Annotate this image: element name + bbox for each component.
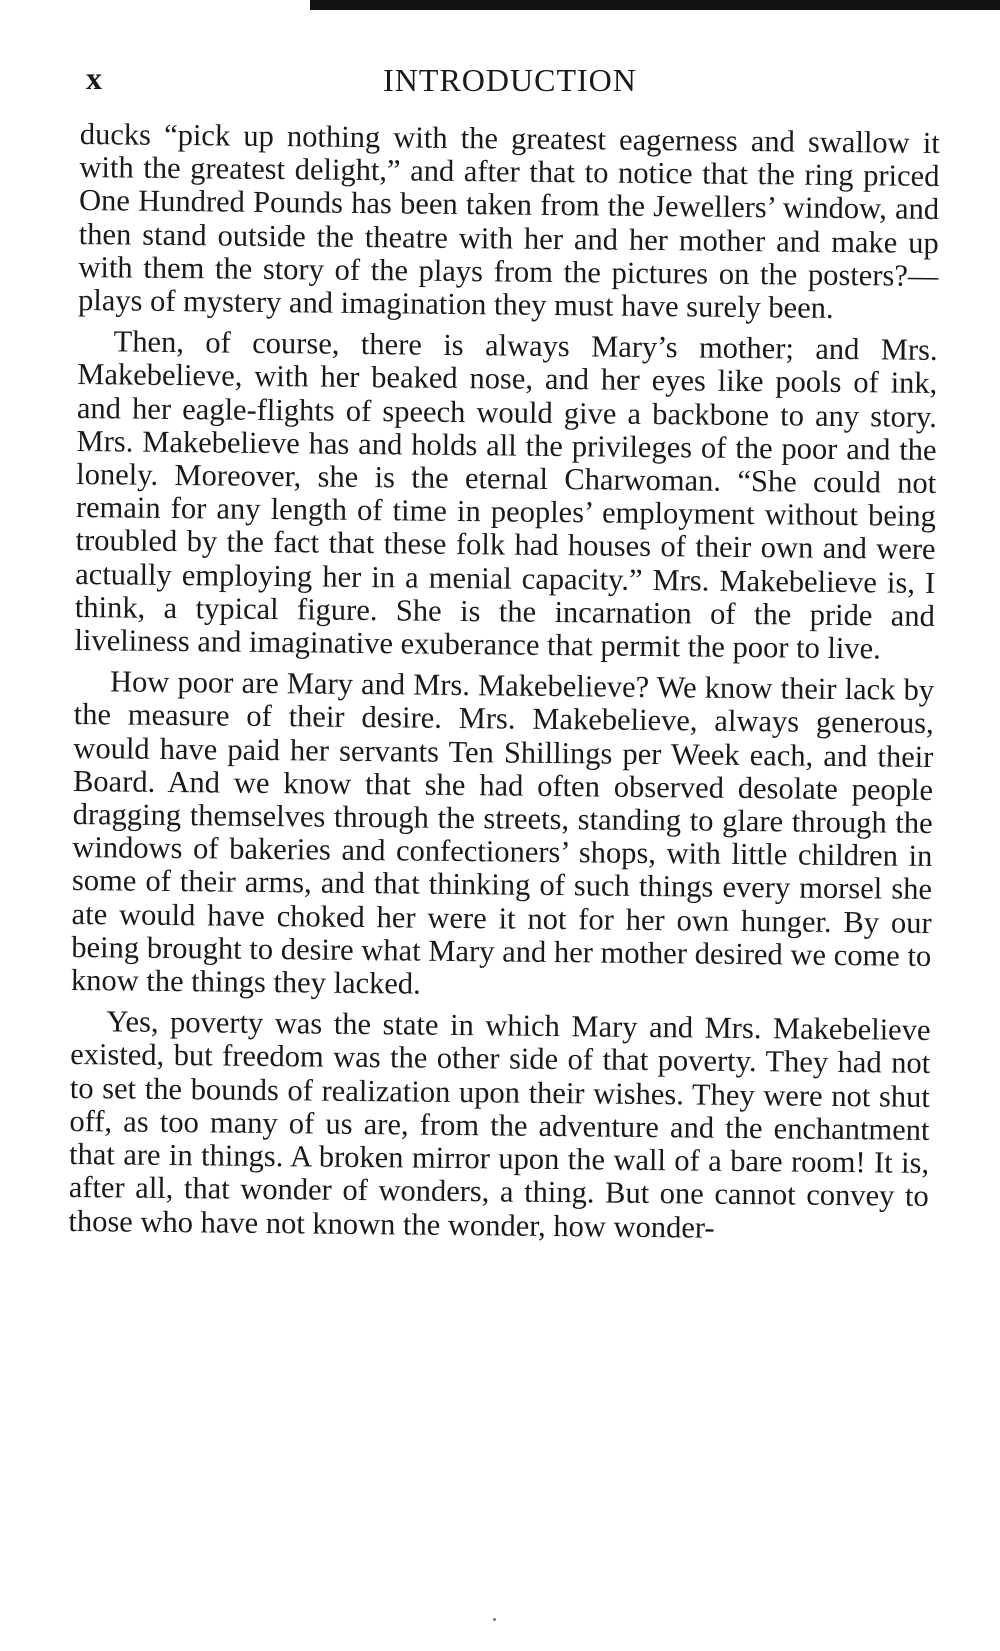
paragraph-continued: ducks “pick up nothing with the greatest eagerness and swallow it with the greatest delight,” and after that to notice that the ring priced One Hundred Pounds has been taken from the Jewellers’ window, and then stand outside the theatre with her and her mother and make up with them the story of the plays from the pictures on the posters?—plays of mystery and imagination they must have surely been.	[77, 117, 940, 325]
body-text	[68, 118, 940, 1247]
running-head: INTRODUCTION	[383, 62, 637, 98]
scan-edge-shadow	[310, 0, 1000, 10]
paragraph: How poor are Mary and Mrs. Makebelieve? We know their lack by the measure of their desire. Mrs. Makebelieve, always generous, would have paid her servants Ten Shillings per Week each, and their Board. And we know that she had often observed desolate people dragging themselves through the streets, standing to glare through the windows of bakeries and confectioners’ shops, with little children in some of their arms, and that thinking of such things every morsel she ate would have choked her were it not for her own hunger. By our being brought to desire what Mary and her mother desired we come to know the things they lacked.	[70, 664, 935, 1001]
page-header	[80, 62, 940, 106]
scan-speck	[493, 1618, 496, 1621]
paragraph: Then, of course, there is always Mary’s mother; and Mrs. Makebelieve, with her beaked nose, and her eyes like pools of ink, and her eagle-flights of speech would give a backbone to any story. Mrs. Makebelieve has and holds all the privileges of the poor and the lonely. Moreover, she is the eternal Charwoman. “She could not remain for any length of time in peoples’ employment without being troubled by the fact that these folk had houses of their own and were actually employing her in a menial capacity.” Mrs. Makebelieve is, I think, a typical figure. She is the incarnation of the pride and liveliness and imaginative exuberance that permit the poor to live.	[74, 324, 938, 666]
paragraph: Yes, poverty was the state in which Mary and Mrs. Makebelieve existed, but freedom was the other side of that poverty. They had not to set the bounds of realization upon their wishes. They were not shut off, as too many of us are, from the adventure and the enchantment that are in things. A broken mirror upon the wall of a bare room! It is, after all, that wonder of wonders, a thing. But one cannot convey to those who have not known the wonder, how wonder-	[68, 1004, 931, 1245]
page-number: x	[86, 60, 103, 96]
